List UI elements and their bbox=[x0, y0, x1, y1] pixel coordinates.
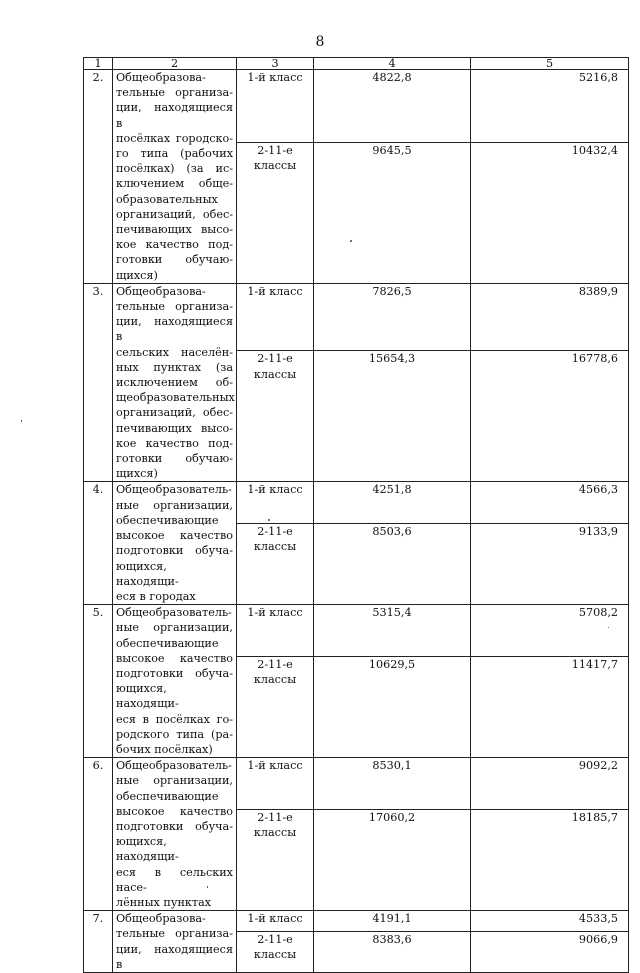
scan-speck bbox=[350, 240, 352, 242]
page-number: 8 bbox=[315, 34, 325, 50]
name-line: щихся) bbox=[116, 467, 158, 481]
value-col5-rest: 10432,4 bbox=[471, 142, 629, 283]
grade-rest-line1: 2-11-е bbox=[257, 933, 293, 947]
header-cell-2: 2 bbox=[113, 58, 237, 70]
organization-type bbox=[113, 482, 237, 605]
value-col4-first: 8530,1 bbox=[314, 758, 471, 810]
name-line: высокое качество bbox=[116, 804, 233, 818]
grade-first: 1-й класс bbox=[237, 911, 314, 932]
row-number: 3. bbox=[84, 283, 113, 482]
name-line: сельских населён- bbox=[116, 345, 233, 359]
name-line: ные организации, bbox=[116, 621, 233, 635]
value-col4-rest: 15654,3 bbox=[314, 351, 471, 482]
name-line: кое качество под- bbox=[116, 238, 233, 252]
grade-rest-line2: классы bbox=[253, 826, 297, 840]
value-col4-first: 4251,8 bbox=[314, 482, 471, 524]
name-line: щихся) bbox=[116, 268, 158, 282]
name-line: ных пунктах (за bbox=[116, 360, 233, 374]
grade-rest bbox=[237, 524, 314, 605]
name-line: бочих посёлках) bbox=[116, 742, 213, 756]
name-line: готовки обучаю- bbox=[116, 452, 233, 466]
name-line: ции, находящиеся в bbox=[116, 101, 233, 130]
value-col5-first: 5216,8 bbox=[471, 70, 629, 143]
scan-speck bbox=[21, 420, 22, 422]
grade-first: 1-й класс bbox=[237, 605, 314, 657]
value-col4-rest: 8383,6 bbox=[314, 932, 471, 973]
value-col4-rest: 10629,5 bbox=[314, 657, 471, 758]
row-number: 6. bbox=[84, 758, 113, 911]
name-line: Общеобразова- bbox=[116, 912, 206, 926]
header-cell-4: 4 bbox=[314, 58, 471, 70]
grade-rest-line1: 2-11-е bbox=[257, 658, 293, 672]
name-line: ные организации, bbox=[116, 774, 233, 788]
name-line: лённых пунктах bbox=[116, 895, 212, 909]
value-col5-first: 4533,5 bbox=[471, 911, 629, 932]
name-line: печивающих высо- bbox=[116, 223, 233, 237]
organization-type bbox=[113, 911, 237, 973]
grade-rest-line1: 2-11-е bbox=[257, 352, 293, 366]
table-row bbox=[84, 758, 629, 810]
grade-rest bbox=[237, 351, 314, 482]
value-col5-rest: 9066,9 bbox=[471, 932, 629, 973]
grade-rest-line2: классы bbox=[253, 158, 297, 172]
value-col4-first: 4822,8 bbox=[314, 70, 471, 143]
name-line: обеспечивающие bbox=[116, 789, 219, 803]
grade-first: 1-й класс bbox=[237, 758, 314, 810]
name-line: подготовки обуча- bbox=[116, 819, 233, 833]
value-col5-rest: 16778,6 bbox=[471, 351, 629, 482]
organization-type bbox=[113, 283, 237, 482]
name-line: Общеобразователь- bbox=[116, 759, 232, 773]
scan-speck bbox=[608, 627, 609, 628]
organization-type bbox=[113, 70, 237, 284]
name-line: высокое качество bbox=[116, 651, 233, 665]
name-line: еся в городах bbox=[116, 589, 196, 603]
name-line: родского типа (ра- bbox=[116, 727, 233, 741]
name-line: щеобразовательных bbox=[116, 391, 235, 405]
header-cell-3: 3 bbox=[237, 58, 314, 70]
scan-speck bbox=[207, 886, 208, 888]
row-number: 4. bbox=[84, 482, 113, 605]
grade-rest bbox=[237, 810, 314, 911]
name-line: готовки обучаю- bbox=[116, 253, 233, 267]
name-line: организаций, обес- bbox=[116, 207, 233, 221]
table-row bbox=[84, 283, 629, 351]
name-line: обеспечивающие bbox=[116, 636, 219, 650]
name-line: исключением об- bbox=[116, 376, 233, 390]
name-line: еся в посёлках го- bbox=[116, 712, 233, 726]
grade-rest-line2: классы bbox=[253, 948, 297, 962]
name-line: посёлках) (за ис- bbox=[116, 162, 233, 176]
grade-rest-line1: 2-11-е bbox=[257, 525, 293, 539]
value-col5-rest: 9133,9 bbox=[471, 524, 629, 605]
name-line: подготовки обуча- bbox=[116, 666, 233, 680]
value-col4-rest: 17060,2 bbox=[314, 810, 471, 911]
grade-rest bbox=[237, 932, 314, 973]
name-line: обеспечивающие bbox=[116, 513, 219, 527]
name-line: ющихся, находящи- bbox=[116, 559, 179, 588]
table-row bbox=[84, 911, 629, 932]
organization-type bbox=[113, 758, 237, 911]
value-col5-first: 8389,9 bbox=[471, 283, 629, 351]
table-row bbox=[84, 70, 629, 143]
value-col4-first: 4191,1 bbox=[314, 911, 471, 932]
table-row bbox=[84, 605, 629, 657]
value-col5-rest: 18185,7 bbox=[471, 810, 629, 911]
row-number: 7. bbox=[84, 911, 113, 973]
value-col4-first: 7826,5 bbox=[314, 283, 471, 351]
organization-type bbox=[113, 605, 237, 758]
row-number: 5. bbox=[84, 605, 113, 758]
name-line: посёлках городско- bbox=[116, 131, 233, 145]
name-line: подготовки обуча- bbox=[116, 544, 233, 558]
header-cell-5: 5 bbox=[471, 58, 629, 70]
grade-rest bbox=[237, 657, 314, 758]
grade-rest-line2: классы bbox=[253, 673, 297, 687]
name-line: Общеобразователь- bbox=[116, 483, 232, 497]
grade-first: 1-й класс bbox=[237, 70, 314, 143]
name-line: ющихся, находящи- bbox=[116, 835, 179, 864]
name-line: тельные организа- bbox=[116, 86, 233, 100]
grade-first: 1-й класс bbox=[237, 482, 314, 524]
grade-rest-line2: классы bbox=[253, 367, 297, 381]
name-line: ные организации, bbox=[116, 498, 233, 512]
value-col4-rest: 9645,5 bbox=[314, 142, 471, 283]
scan-speck bbox=[268, 519, 270, 521]
value-col5-rest: 11417,7 bbox=[471, 657, 629, 758]
name-line: Общеобразова- bbox=[116, 71, 206, 84]
value-col4-first: 5315,4 bbox=[314, 605, 471, 657]
row-number: 2. bbox=[84, 70, 113, 284]
value-col5-first: 9092,2 bbox=[471, 758, 629, 810]
header-cell-1: 1 bbox=[84, 58, 113, 70]
name-line: ключением обще- bbox=[116, 177, 233, 191]
grade-first: 1-й класс bbox=[237, 283, 314, 351]
name-line: Общеобразователь- bbox=[116, 606, 232, 620]
name-line: печивающих высо- bbox=[116, 421, 233, 435]
name-line: организаций, обес- bbox=[116, 406, 233, 420]
grade-rest bbox=[237, 142, 314, 283]
grade-rest-line1: 2-11-е bbox=[257, 811, 293, 825]
name-line: тельные организа- bbox=[116, 300, 233, 314]
name-line: высокое качество bbox=[116, 529, 233, 543]
name-line: кое качество под- bbox=[116, 436, 233, 450]
name-line: ющихся, находящи- bbox=[116, 682, 179, 711]
grade-rest-line1: 2-11-е bbox=[257, 143, 293, 157]
name-line: еся в сельских насе- bbox=[116, 865, 233, 894]
header-row bbox=[84, 58, 629, 70]
name-line: образовательных bbox=[116, 192, 218, 206]
name-line: ции, находящиеся в bbox=[116, 942, 233, 971]
name-line: Общеобразова- bbox=[116, 284, 206, 298]
table-row bbox=[84, 482, 629, 524]
value-col4-rest: 8503,6 bbox=[314, 524, 471, 605]
name-line: тельные организа- bbox=[116, 927, 233, 941]
grade-rest-line2: классы bbox=[253, 540, 297, 554]
value-col5-first: 5708,2 bbox=[471, 605, 629, 657]
funding-table bbox=[83, 57, 629, 973]
name-line: го типа (рабочих bbox=[116, 147, 233, 161]
value-col5-first: 4566,3 bbox=[471, 482, 629, 524]
name-line: ции, находящиеся в bbox=[116, 315, 233, 344]
